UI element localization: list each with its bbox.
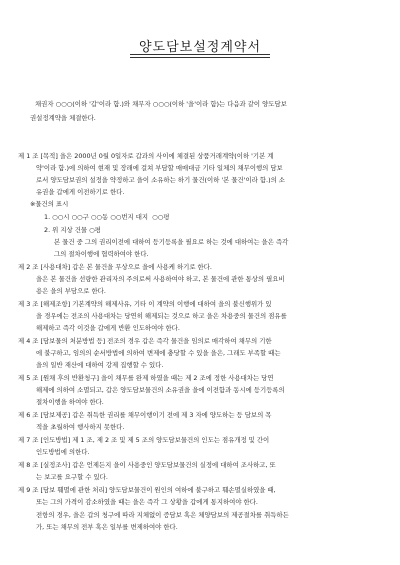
article-1-line: 약'이라 함.)에 의하여 현재 및 장래에 걸쳐 부담할 매매대금 기타 일체의 채무이행의 담보 <box>36 164 283 172</box>
intro-line: 권설정계약을 체결한다. <box>30 114 96 122</box>
article-1-note: 그의 절차이행에 협력하여야 한다. <box>54 250 149 258</box>
article-7-line: 인도방법에 의한다. <box>36 448 90 456</box>
article-6-line: 적을 초월하여 행사하지 못한다. <box>36 423 125 431</box>
property-list-title: ※물건의 표시 <box>30 200 69 208</box>
article-1-line: 유권을 갑에게 이전하기로 한다. <box>36 188 125 196</box>
article-8-line: 는 보고를 요구할 수 있다. <box>36 473 108 481</box>
document-title: 양도담보설정계약서 <box>138 40 262 55</box>
article-1-line: 제 1 조 [목적] 을은 2000년 0월 0일자로 갑과의 사이에 체결된 상품거래계약(이하 '기본 계 <box>18 152 274 160</box>
article-7-line: 제 7 조 [인도방법] 제 1 조, 제 2 조 및 제 5 조의 양도담보물건의 인도는 점유개정 및 간이 <box>18 436 270 444</box>
article-9-line: 또는 그의 가격이 감소하였을 때는 을은 즉각 그 상황을 갑에게 통지하여야 한다. <box>36 498 258 506</box>
article-9-line: 가, 또는 채무의 전부 혹은 일부를 변제하여야 한다. <box>36 523 178 531</box>
article-5-line: 해제에 의하여 소멸되고, 갑은 양도담보물건의 소유권을 을에 이전함과 동시에 등기등록의 <box>36 386 285 394</box>
property-list-item: 2. 위 지상 건물 ○평 <box>44 226 101 234</box>
article-1-line: 로서 양도담보권의 설정을 약정하고 을이 소유하는 하기 물건(이하 '본 물건'이라 함.)의 소 <box>36 176 285 184</box>
article-9-line: 제 9 조 [담보 훼멸에 관한 처리] 양도담보물건이 원인의 여하에 불구하고 훼손멸실하였을 때, <box>18 486 276 494</box>
article-6-line: 제 6 조 [담보제공] 갑은 취득한 권리를 채무이행이기 전에 제 3 자에 양도하는 등 담보의 목 <box>18 411 272 419</box>
title-underline <box>130 57 270 58</box>
article-2-line: 제 2 조 [사용대차] 갑은 본 물건을 무상으로 을에 사용케 하기로 한다. <box>18 263 212 271</box>
article-3-line: 제 3 조 [해제조항] 기본계약의 해제사유, 기타 이 계약의 이행에 대하여 을의 불신행위가 있 <box>18 300 272 308</box>
article-5-line: 절차이행을 하여야 한다. <box>36 398 104 406</box>
article-5-line: 제 5 조 [원채 후의 반환청구] 을이 채무를 완제 하였을 때는 제 2 조에 정한 사용대차는 당연 <box>18 374 274 382</box>
article-4-line: 에 불구하고, 임의의 순서방법에 의하여 변제에 충당할 수 있을 을은, 그래도 부족할 때는 <box>36 349 281 357</box>
article-2-line: 용은 을의 부담으로 한다. <box>36 287 106 295</box>
title-underline <box>130 54 270 55</box>
article-4-line: 제 4 조 [담보물의 처분방법 등] 전조의 경우 갑은 즉각 물건을 임의로 매각하여 채무의 기한 <box>18 337 272 345</box>
article-3-line: 해제하고 즉각 이것을 갑에게 반환 인도하여야 한다. <box>36 324 180 332</box>
article-2-line: 을은 본 물건을 선량한 관리자의 주의로써 사용하여야 하고, 본 물건에 관한 통상의 필요비 <box>36 275 285 283</box>
article-3-line: 을 경우에는 전조의 사용대차는 당연히 해제되는 것으로 하고 을은 차용중의 물건의 점유를 <box>36 312 287 320</box>
article-4-line: 을의 일반 재산에 대하여 강제 집행할 수 있다. <box>36 361 164 369</box>
article-1-note: 본 물건 중 그의 권리이전에 대하여 등기등록을 필요로 하는 것에 대하여는 을은 즉각 <box>54 238 289 246</box>
intro-line: 채권자 ○○○(이하 '갑'이라 함.)와 채무자 ○○○(이하 '을'이라 함)는 다음과 같이 양도담보 <box>35 100 287 108</box>
property-list-item: 1. ○○시 ○○구 ○○동 ○○번지 대지 ○○평 <box>44 213 170 221</box>
article-8-line: 제 8 조 [실정조사] 갑은 언제든지 을이 사용중인 양도담보물건의 실정에 대하여 조사하고, 또 <box>18 461 276 469</box>
article-9-line: 전항의 경우, 을은 갑의 청구에 따라 지체없이 증담보 혹은 체양담보의 제공절차를 취득하든 <box>36 511 289 519</box>
